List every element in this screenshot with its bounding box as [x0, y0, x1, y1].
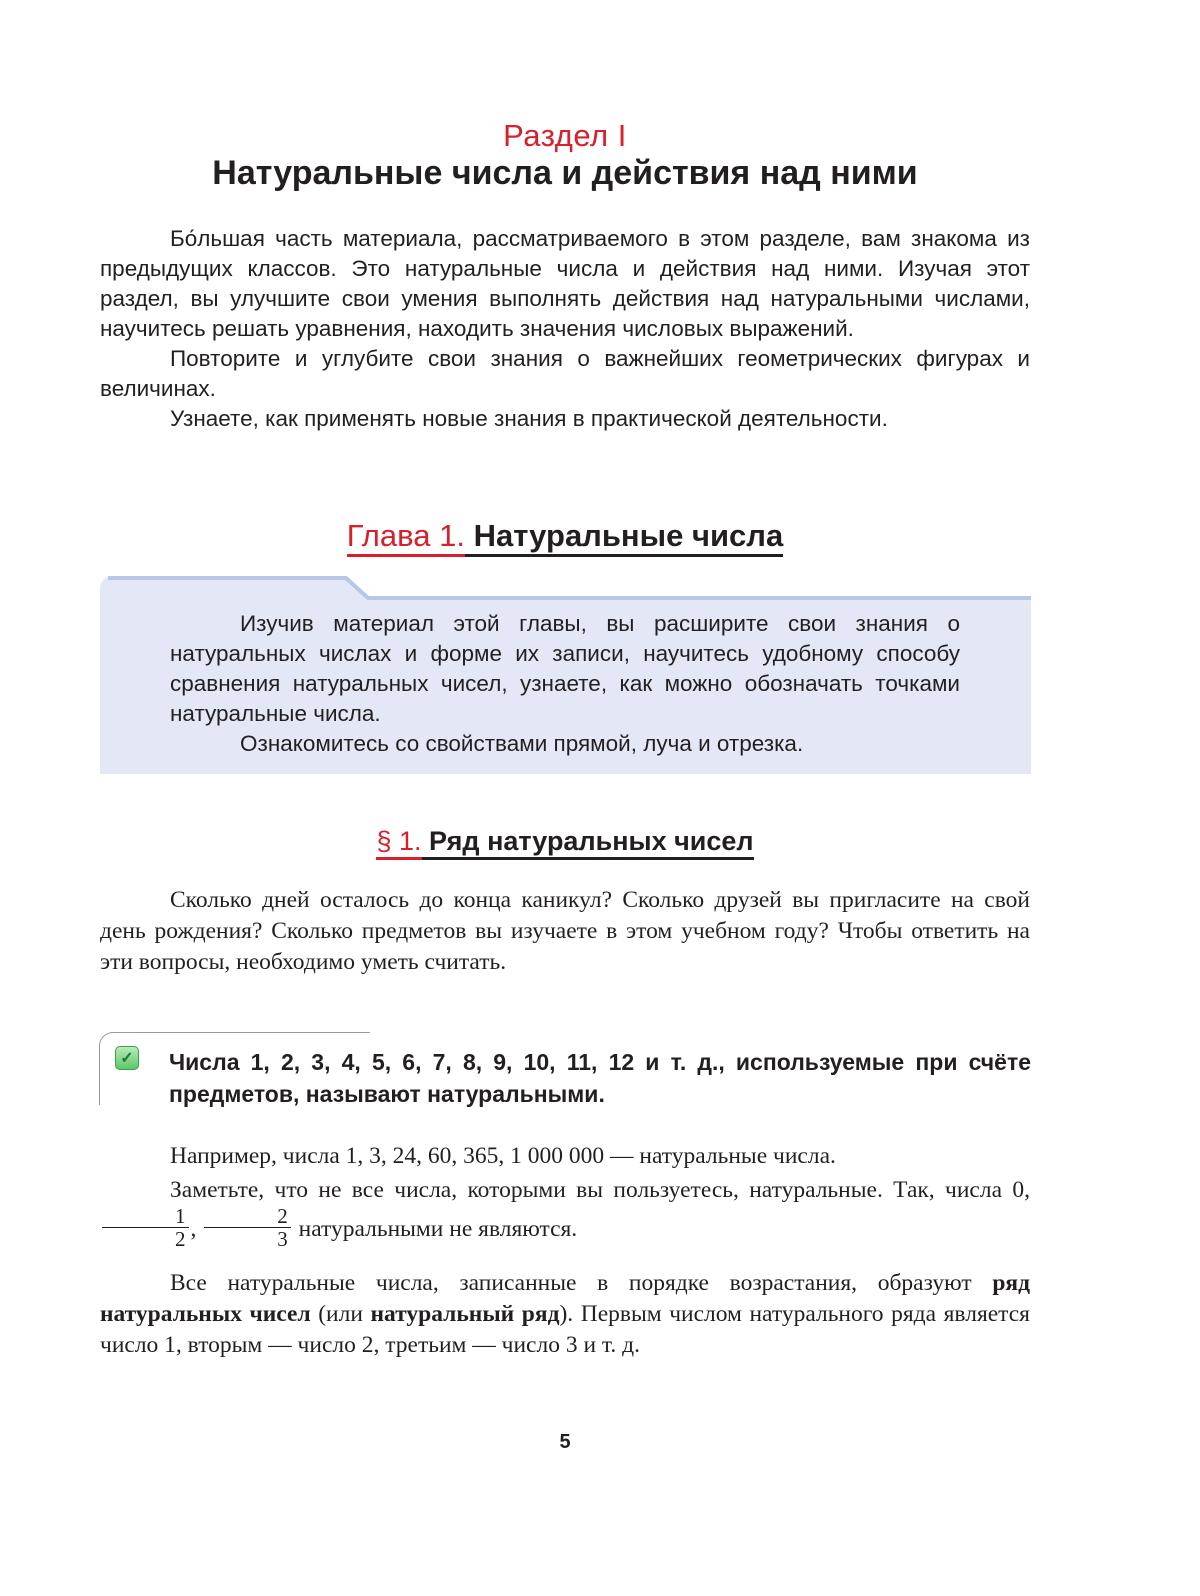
chapter-box-paragraph: Изучив материал этой главы, вы расширите свои знания о натуральных числах и форме их записи, научитесь удобному способу сравнения натуральных чисел, узнаете, как можно обозначать точками натуральные числа. [170, 611, 960, 726]
fraction-denominator: 2 [175, 1227, 186, 1251]
series-text-part: (или [310, 1301, 371, 1327]
examples [100, 1141, 1030, 1253]
fraction-numerator: 1 [102, 1205, 189, 1228]
section-intro [100, 224, 1030, 434]
term-natural-series: натуральный ряд [370, 1301, 560, 1327]
intro-paragraph: Бо́льшая часть материала, рассматриваемого в этом разделе, вам знакома из предыдущих классов. Это натуральные числа и действия над ними. Изучая этот раздел, вы улучшите свои умения выполнять действия над натуральными числами, научитесь решать уравнения, находить значения числовых выражений. [100, 226, 1030, 341]
chapter-summary-box [100, 576, 1031, 774]
paragraph-number: § 1. [376, 825, 421, 860]
series-text-part: Все натуральные числа, записанные в порядке возрастания, образуют [170, 1270, 993, 1296]
note-text: Заметьте, что не все числа, которыми вы пользуетесь, натуральные. Так, числа 0, $\frac{1}{2}$ , $\frac{2}{3}$ натуральными не являются. [100, 1172, 1030, 1253]
fraction-two-thirds [204, 1205, 291, 1250]
chapter-title: Натуральные числа [473, 518, 784, 553]
page-number: 5 [559, 1431, 571, 1453]
paragraph-heading [0, 825, 1130, 860]
chapter-number: Глава 1. [347, 518, 465, 557]
intro-paragraph: Повторите и углубите свои знания о важнейших геометрических фигурах и величинах. [100, 346, 1030, 401]
intro-paragraph: Узнаете, как применять новые знания в практической деятельности. [170, 406, 888, 431]
check-icon: ✓ [115, 1046, 139, 1070]
fraction-one-half [102, 1205, 189, 1250]
term-natural-number-series: ряд натуральных чисел [100, 1270, 1030, 1327]
series-definition [100, 1268, 1030, 1361]
paragraph-intro-text: Сколько дней осталось до конца каникул? Сколько друзей вы пригласите на свой день рождения? Сколько предметов вы изучаете в этом учебном году? Чтобы ответить на эти вопросы, необходимо уметь считать. [100, 887, 1030, 975]
paragraph-title: Ряд натуральных чисел [429, 826, 754, 856]
chapter-heading [0, 518, 1130, 557]
definition-text: Числа 1, 2, 3, 4, 5, 6, 7, 8, 9, 10, 11, 12 и т. д., используемые при счёте предметов, называют натуральными. [169, 1049, 1031, 1107]
fraction-denominator: 3 [277, 1227, 288, 1251]
fraction-numerator: 2 [204, 1205, 291, 1228]
section-label: Раздел I [503, 118, 627, 153]
note-text-end: натуральными не являются. [298, 1215, 578, 1242]
note-text-start: Заметьте, что не все числа, которыми вы пользуетесь, натуральные. Так, числа 0, [170, 1177, 1030, 1203]
definition-block [99, 1032, 1031, 1107]
section-title: Натуральные числа и действия над ними [212, 154, 918, 192]
series-text-part: ). Первым числом натурального ряда является число 1, вторым — число 2, третьим — число 3 и т. д. [100, 1301, 1030, 1358]
series-text [100, 1268, 1030, 1361]
chapter-box-paragraph: Ознакомитесь со свойствами прямой, луча и отрезка. [240, 731, 804, 756]
paragraph-intro [100, 885, 1030, 978]
example-text: Например, числа 1, 3, 24, 60, 365, 1 000 000 — натуральные числа. [170, 1143, 836, 1169]
